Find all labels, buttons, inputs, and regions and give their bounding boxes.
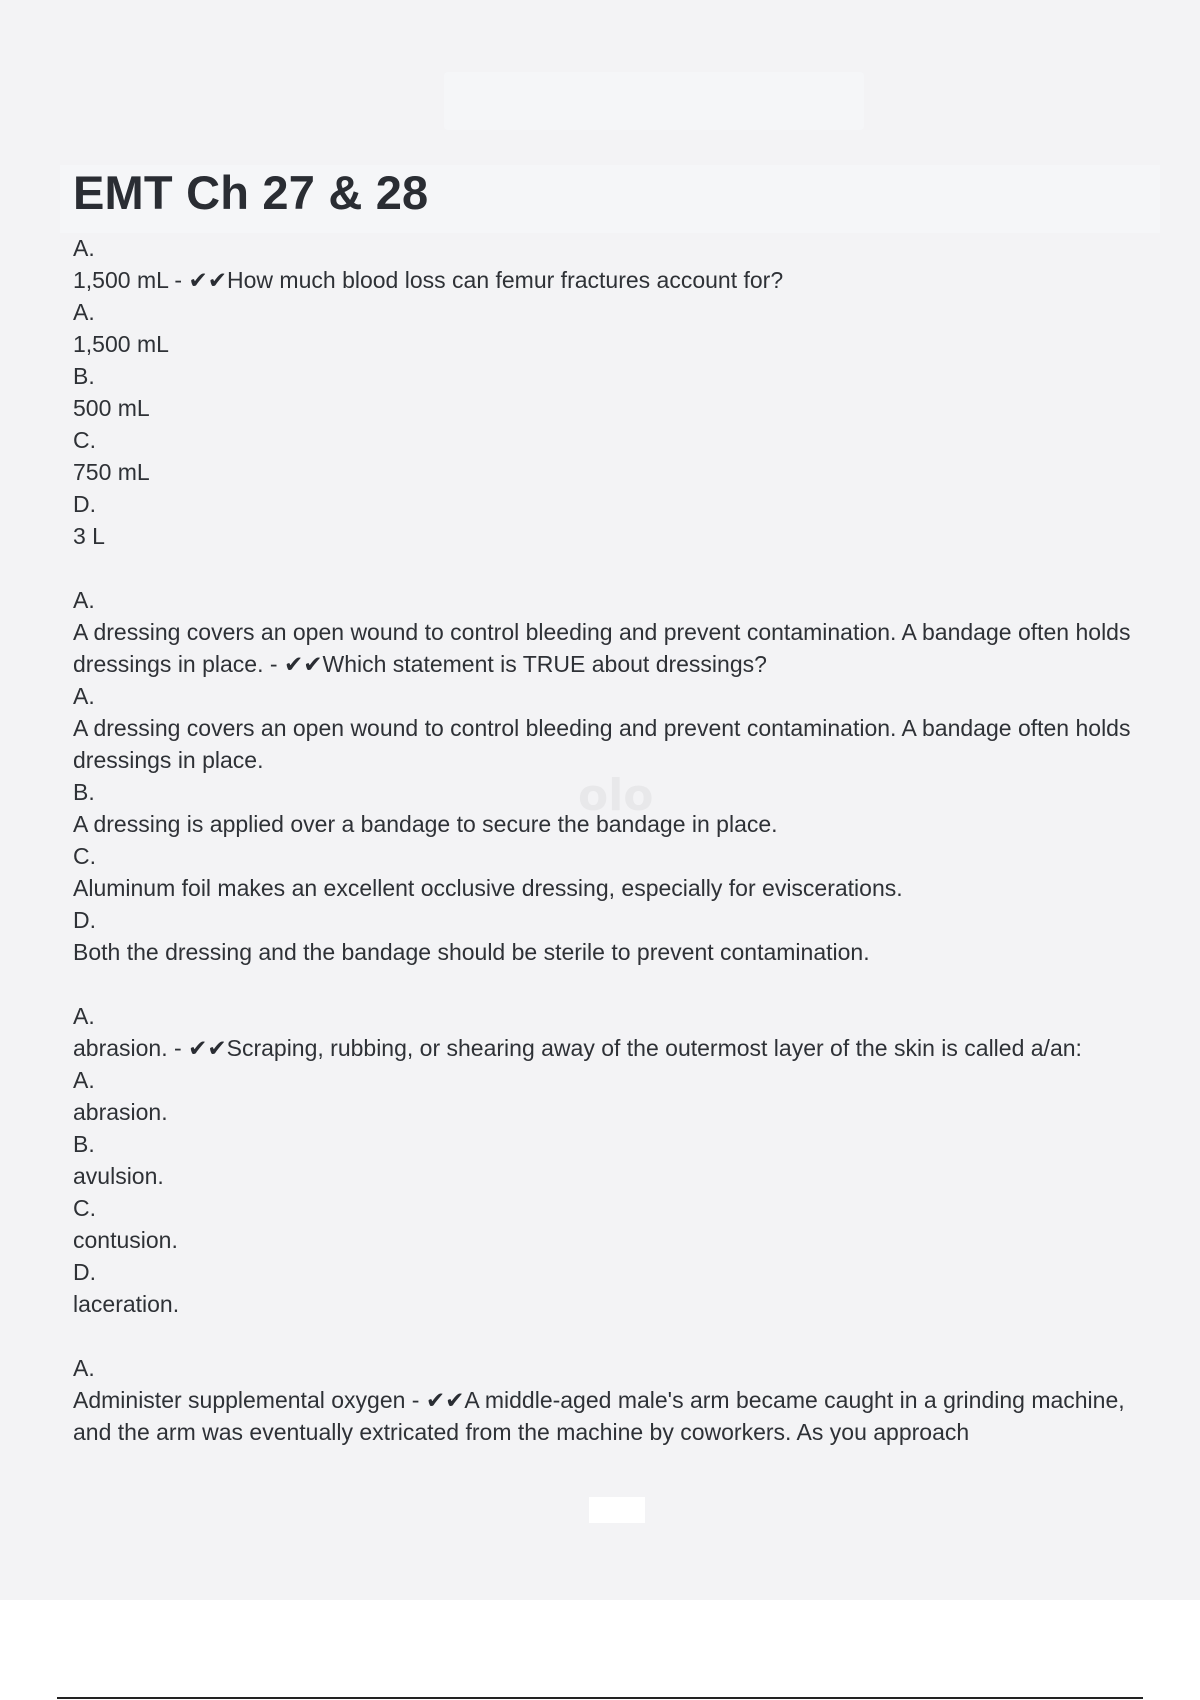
option-letter: A. — [73, 235, 95, 261]
option-text: laceration. — [73, 1291, 180, 1317]
option-letter: A. — [73, 1003, 95, 1029]
option-text: Both the dressing and the bandage should be sterile to prevent contamination. — [73, 939, 870, 965]
option-text: A dressing covers an open wound to control bleeding and prevent contamination. A bandage often holds dressings in place. — [73, 715, 1131, 773]
answer-question-line — [73, 616, 1153, 680]
option-letter: C. — [73, 843, 96, 869]
bottom-divider — [57, 1697, 1143, 1699]
header-placeholder — [444, 72, 864, 130]
question-text: Scraping, rubbing, or shearing away of the outermost layer of the skin is called a/an: — [226, 1035, 1082, 1061]
option-letter: A. — [73, 299, 95, 325]
option-letter: A. — [73, 683, 95, 709]
question-text: A middle-aged male's arm became caught in a grinding machine, and the arm was eventually extricated from the machine by coworkers. As you approach — [73, 1387, 1125, 1445]
question-block — [73, 232, 1153, 552]
option-text: 3 L — [73, 523, 105, 549]
option-letter: C. — [73, 1195, 96, 1221]
document-body — [73, 232, 1153, 1480]
option-text: 1,500 mL — [73, 331, 169, 357]
option-letter: B. — [73, 1131, 95, 1157]
option-letter: A. — [73, 1067, 95, 1093]
answer-question-line — [73, 1384, 1153, 1448]
option-letter: A. — [73, 587, 95, 613]
option-letter: D. — [73, 491, 96, 517]
answer-text: Administer supplemental oxygen - — [73, 1387, 426, 1413]
page-number-placeholder — [589, 1497, 645, 1523]
answer-text: A dressing covers an open wound to control bleeding and prevent contamination. A bandage often holds dressings in place. - — [73, 619, 1131, 677]
option-letter: B. — [73, 779, 95, 805]
double-check-icon: ✔✔ — [283, 651, 323, 677]
question-text: Which statement is TRUE about dressings? — [322, 651, 767, 677]
option-letter: A. — [73, 1355, 95, 1381]
option-text: contusion. — [73, 1227, 178, 1253]
option-text: 500 mL — [73, 395, 150, 421]
question-block — [73, 1352, 1153, 1448]
answer-text: 1,500 mL - — [73, 267, 189, 293]
option-text: Aluminum foil makes an excellent occlusive dressing, especially for eviscerations. — [73, 875, 903, 901]
option-text: abrasion. — [73, 1099, 168, 1125]
option-letter: D. — [73, 1259, 96, 1285]
answer-question-line — [73, 1032, 1153, 1064]
option-text: A dressing is applied over a bandage to secure the bandage in place. — [73, 811, 778, 837]
option-letter: B. — [73, 363, 95, 389]
question-block — [73, 1000, 1153, 1320]
double-check-icon: ✔✔ — [188, 1035, 227, 1061]
double-check-icon: ✔✔ — [188, 267, 228, 293]
option-text: 750 mL — [73, 459, 150, 485]
page-title: EMT Ch 27 & 28 — [73, 166, 429, 219]
option-letter: C. — [73, 427, 96, 453]
question-text: How much blood loss can femur fractures account for? — [227, 267, 784, 293]
answer-text: abrasion. - — [73, 1035, 189, 1061]
answer-question-line — [73, 264, 1153, 296]
question-block — [73, 584, 1153, 968]
double-check-icon: ✔✔ — [425, 1387, 465, 1413]
option-letter: D. — [73, 907, 96, 933]
option-text: avulsion. — [73, 1163, 164, 1189]
